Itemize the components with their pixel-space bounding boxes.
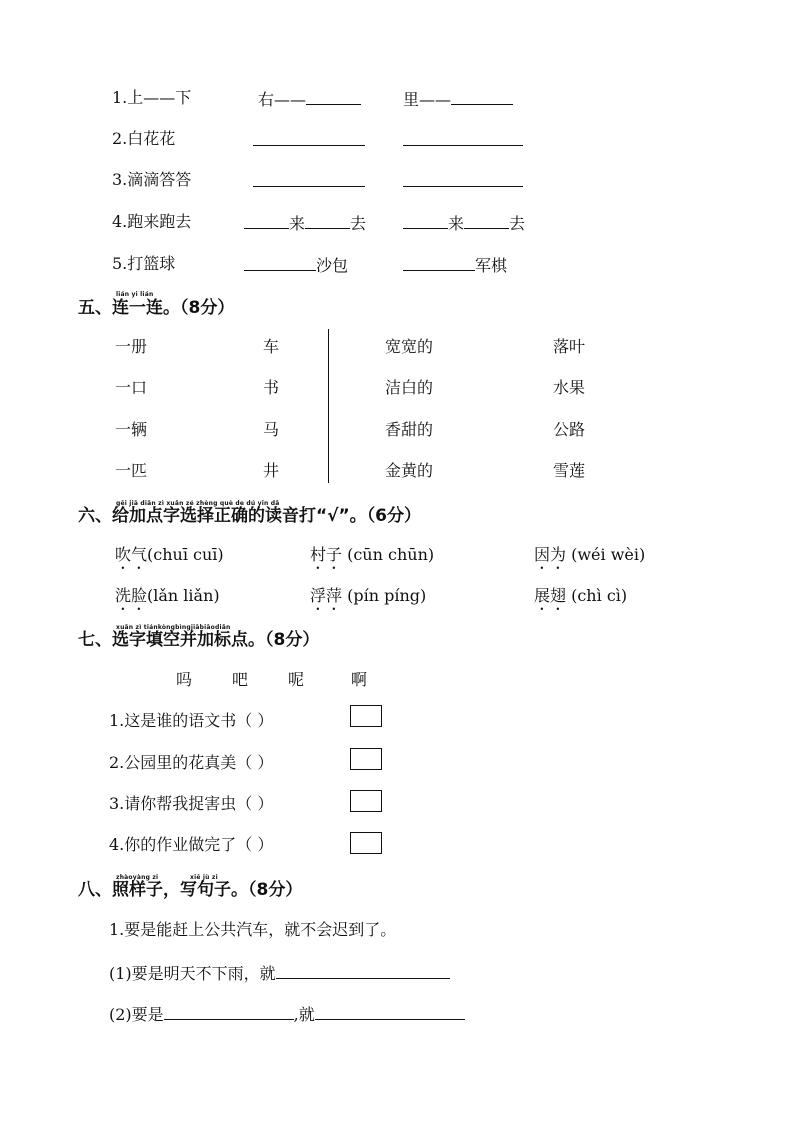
answer-blank[interactable] [244, 212, 289, 229]
s5-right2-1[interactable]: 水果 [553, 378, 586, 397]
s8-pinyin-1: zhàoyàng zi [116, 874, 159, 881]
answer-blank[interactable] [253, 170, 365, 187]
answer-blank[interactable] [244, 254, 316, 271]
s5-title: 连一连。 [112, 298, 180, 318]
s7-score: （8分） [265, 630, 320, 650]
divider-line [328, 329, 329, 483]
s5-right2-3[interactable]: 雪莲 [553, 461, 586, 480]
s6-title: 给加点字选择正确的读音打“√”。 [112, 506, 367, 526]
s5-left1-0[interactable]: 一册 [115, 337, 148, 356]
punctuation-box[interactable] [350, 748, 382, 770]
s8-score: （8分） [248, 880, 303, 900]
s8-example: 1.要是能赶上公共汽车，就不会迟到了。 [109, 920, 397, 939]
s5-pinyin: lián yi lián [116, 291, 154, 298]
s7-item-2[interactable]: 3.请你帮我捉害虫（ ） [109, 794, 274, 813]
punctuation-box[interactable] [350, 705, 382, 727]
s5-left2-1[interactable]: 书 [263, 378, 280, 397]
s4-row2-label: 2.白花花 [112, 129, 176, 148]
s5-right1-2[interactable]: 香甜的 [385, 420, 434, 439]
s6-score: （6分） [366, 506, 422, 526]
s7-choice-3: 啊 [351, 670, 368, 689]
s4-row1-item3: 里—— [403, 88, 513, 110]
s5-left2-3[interactable]: 井 [263, 461, 280, 480]
s5-right2-0[interactable]: 落叶 [553, 337, 586, 356]
answer-blank[interactable] [315, 1003, 465, 1020]
s7-choice-1: 吧 [232, 670, 249, 689]
s7-pinyin: xuǎn zì tiánkòngbìngjiābiāodiǎn [116, 624, 231, 631]
s7-choice-2: 呢 [288, 670, 305, 689]
answer-blank[interactable] [276, 962, 450, 979]
answer-blank[interactable] [451, 88, 513, 105]
s7-item-1[interactable]: 2.公园里的花真美（ ） [109, 753, 274, 772]
s4-row5-label: 5.打篮球 [112, 254, 176, 273]
answer-blank[interactable] [403, 129, 523, 146]
answer-blank[interactable] [403, 170, 523, 187]
s5-right2-2[interactable]: 公路 [553, 420, 586, 439]
s7-item-0[interactable]: 1.这是谁的语文书（ ） [109, 711, 274, 730]
s5-right1-1[interactable]: 洁白的 [385, 378, 434, 397]
s5-heading: 五、连一连。（8分） [78, 298, 235, 318]
punctuation-box[interactable] [350, 832, 382, 854]
s7-item-3[interactable]: 4.你的作业做完了（ ） [109, 835, 274, 854]
answer-blank[interactable] [403, 212, 448, 229]
s6-heading: 六、给加点字选择正确的读音打“√”。（6分） [78, 506, 422, 526]
answer-blank[interactable] [306, 88, 361, 105]
answer-blank[interactable] [403, 254, 475, 271]
s8-pinyin-2: xiě jù zi [190, 874, 218, 881]
s6-item-3: 洗脸(lǎn liǎn) [115, 586, 220, 605]
s7-choice-0: 吗 [176, 670, 193, 689]
s6-item-2: 因为 (wéi wèi) [534, 545, 646, 564]
s5-right1-3[interactable]: 金黄的 [385, 461, 434, 480]
answer-blank[interactable] [464, 212, 509, 229]
s8-heading: 八、照样子，写句子。（8分） [78, 880, 303, 900]
s4-row1-item2: 右—— [258, 88, 361, 110]
s5-score: （8分） [180, 298, 235, 318]
s6-item-0: 吹气(chuī cuī) [115, 545, 224, 564]
answer-blank[interactable] [164, 1003, 294, 1020]
s4-row4-label: 4.跑来跑去 [112, 212, 192, 231]
s5-left2-2[interactable]: 马 [263, 420, 280, 439]
answer-blank[interactable] [253, 129, 365, 146]
punctuation-box[interactable] [350, 790, 382, 812]
s5-right1-0[interactable]: 宽宽的 [385, 337, 434, 356]
s4-row1-item1: 1.上——下 [112, 88, 192, 107]
s4-row3-label: 3.滴滴答答 [112, 170, 192, 189]
s5-left2-0[interactable]: 车 [263, 337, 280, 356]
s8-q2: (2)要是 ,就 [109, 1003, 465, 1025]
s8-title: 照样子，写句子。 [112, 880, 248, 900]
s6-item-1: 村子 (cūn chūn) [310, 545, 435, 564]
s5-left1-1[interactable]: 一口 [115, 378, 148, 397]
s7-heading: 七、选字填空并加标点。（8分） [78, 630, 320, 650]
s6-item-4: 浮萍 (pín píng) [310, 586, 427, 605]
answer-blank[interactable] [305, 212, 350, 229]
s4-row1 [112, 88, 191, 108]
s8-q1: (1)要是明天不下雨，就 [109, 962, 450, 984]
s5-left1-2[interactable]: 一辆 [115, 420, 148, 439]
s5-left1-3[interactable]: 一匹 [115, 461, 148, 480]
s6-item-5: 展翅 (chì cì) [534, 586, 628, 605]
s7-title: 选字填空并加标点。 [112, 630, 265, 650]
s6-pinyin: gěi jiā diǎn zì xuǎn zé zhèng què de dú yīn dǎ [116, 500, 280, 507]
